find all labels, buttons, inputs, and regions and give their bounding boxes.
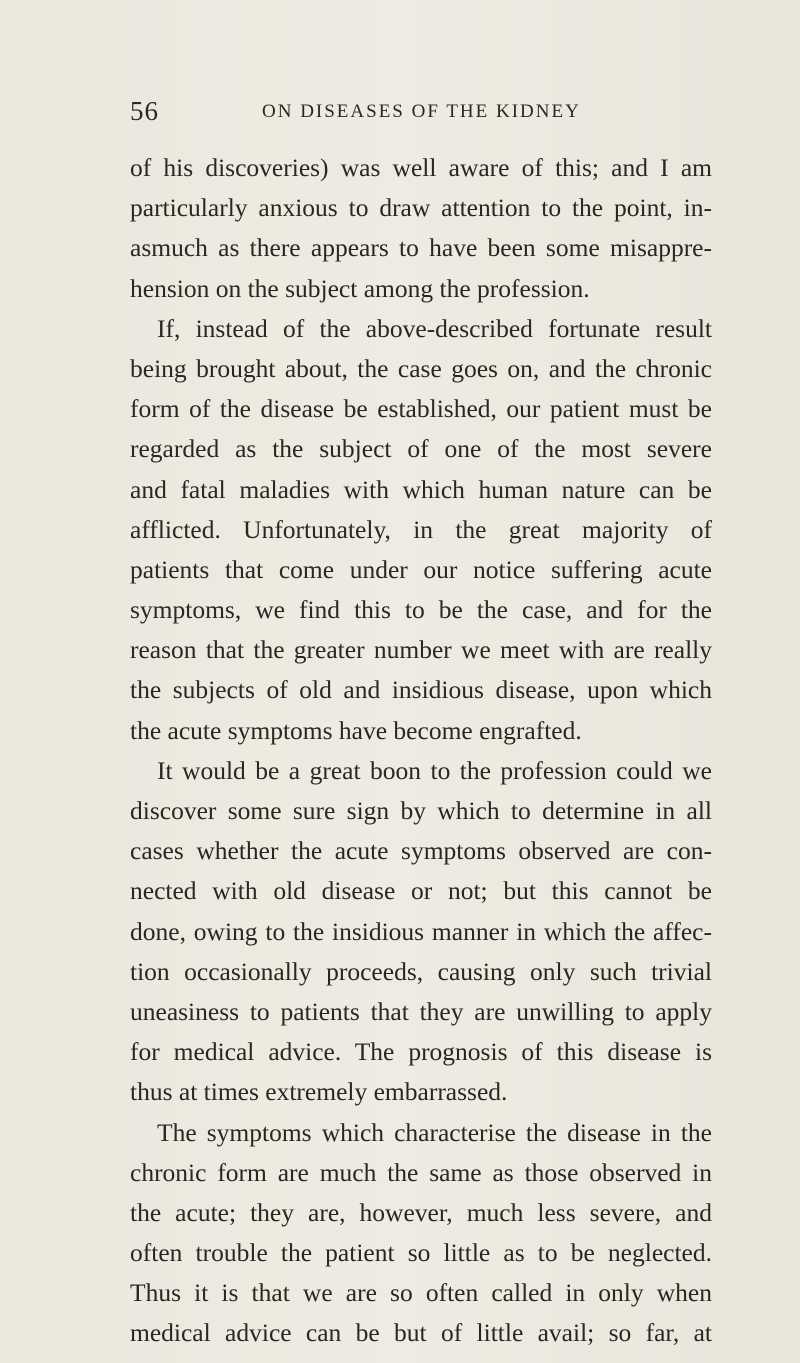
text-line: the subjects of old and insidious disease, upon which (130, 675, 712, 705)
page-header (130, 96, 710, 136)
text-line: symptoms, we find this to be the case, and for the (130, 595, 712, 625)
text-line: If, instead of the above-described fortunate result (157, 313, 712, 343)
text-line: being brought about, the case goes on, and the chronic (130, 353, 712, 383)
text-line: of his discoveries) was well aware of this; and I am (130, 153, 712, 182)
text-line: and fatal maladies with which human nature can be (130, 474, 712, 504)
text-line: done, owing to the insidious manner in which the affec- (130, 916, 712, 946)
text-line: patients that come under our notice suffering acute (130, 554, 712, 584)
running-title: ON DISEASES OF THE KIDNEY (262, 101, 581, 122)
text-line: reason that the greater number we meet with are really (130, 635, 712, 665)
text-line: thus at times extremely embarrassed. (130, 1077, 508, 1107)
page-number: 56 (130, 96, 159, 126)
text-line: particularly anxious to draw attention to the point, in- (130, 193, 712, 223)
text-line: It would be a great boon to the profession could we (157, 755, 712, 785)
text-line: the acute; they are, however, much less severe, and (130, 1197, 712, 1227)
text-line: chronic form are much the same as those observed in (130, 1157, 712, 1187)
text-line: cases whether the acute symptoms observed are con- (130, 836, 712, 866)
text-line: form of the disease be established, our patient must be (130, 394, 712, 424)
text-line: asmuch as there appears to have been some misappre- (130, 233, 712, 263)
text-line: medical advice can be but of little avail; so far, at (130, 1318, 712, 1348)
text-line: tion occasionally proceeds, causing only such trivial (130, 956, 712, 986)
text-line: the acute symptoms have become engrafted. (130, 715, 582, 745)
text-line: hension on the subject among the profession. (130, 273, 590, 303)
text-line: nected with old disease or not; but this cannot be (130, 876, 712, 906)
body-text (130, 148, 712, 1354)
text-line: The symptoms which characterise the disease in the (157, 1117, 712, 1147)
text-line: discover some sure sign by which to determine in all (130, 796, 712, 825)
text-line: uneasiness to patients that they are unwilling to apply (130, 996, 712, 1026)
text-line: afflicted. Unfortunately, in the great majority of (130, 514, 712, 544)
text-line: regarded as the subject of one of the most severe (130, 434, 712, 464)
text-line: often trouble the patient so little as to be neglected. (130, 1238, 712, 1268)
text-line: for medical advice. The prognosis of this disease is (130, 1037, 712, 1067)
text-line: Thus it is that we are so often called in only when (130, 1278, 712, 1308)
